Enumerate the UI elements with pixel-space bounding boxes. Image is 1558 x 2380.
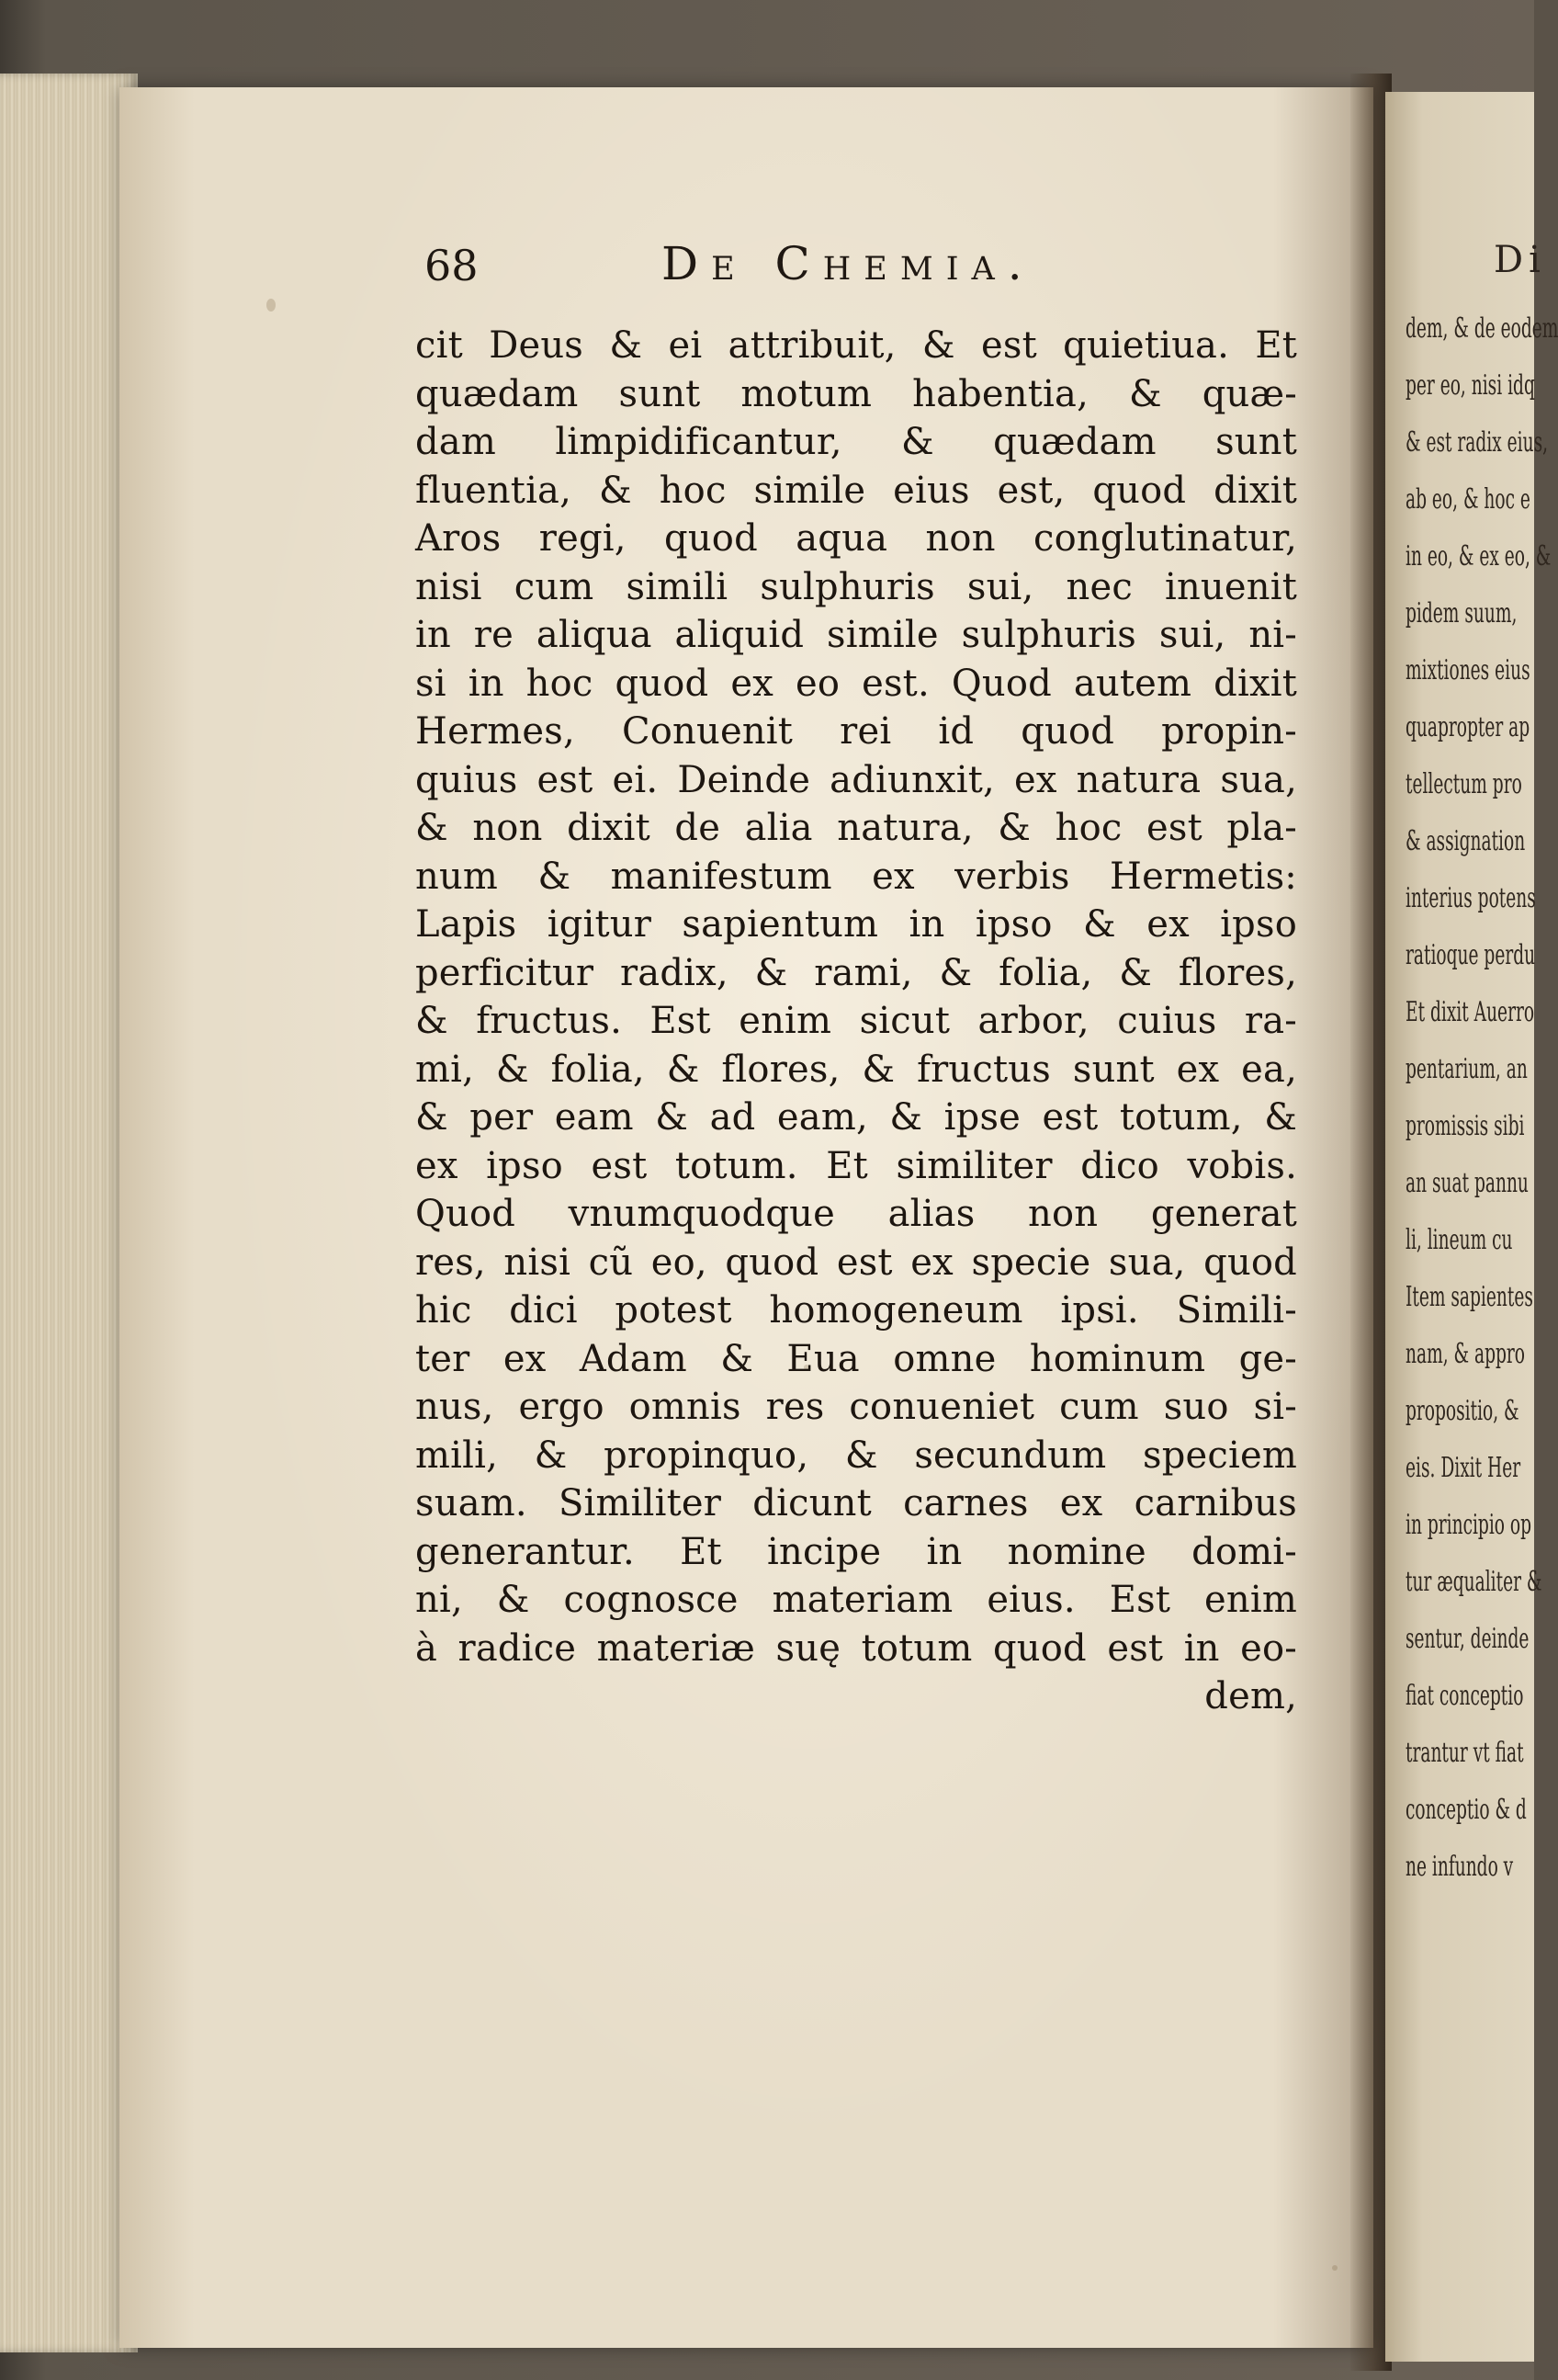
text-line: dam limpidificantur, & quædam sunt (415, 421, 1297, 463)
text-line: ter ex Adam & Eua omne hominum ge- (415, 1337, 1297, 1380)
facing-text-line: eis. Dixit Her (1406, 1452, 1521, 1484)
foxing-spot (1332, 2265, 1338, 2271)
text-line: quius est ei. Deinde adiunxit, ex natura sua, (415, 758, 1297, 801)
facing-text-line: ab eo, & hoc e (1406, 483, 1530, 516)
facing-text-line: propositio, & (1406, 1395, 1519, 1427)
foxing-spot (266, 299, 276, 312)
facing-text-line: ratioque perdu (1406, 939, 1536, 971)
text-line: Quod vnumquodque alias non generat (415, 1193, 1297, 1235)
facing-text-line: tellectum pro (1406, 768, 1522, 800)
facing-text-line: promissis sibi (1406, 1110, 1525, 1142)
text-line: res, nisi cũ eo, quod est ex specie sua, quod (415, 1241, 1297, 1284)
facing-text-line: fiat conceptio (1406, 1680, 1524, 1712)
text-line: perficitur radix, & rami, & folia, & flores, (415, 951, 1297, 994)
text-line: Lapis igitur sapientum in ipso & ex ipso (415, 903, 1297, 946)
facing-text-line: & est radix eius, (1406, 426, 1549, 459)
text-line: in re aliqua aliquid simile sulphuris sui, ni- (415, 614, 1297, 656)
text-line: fluentia, & hoc simile eius est, quod dixit (415, 469, 1297, 512)
body-text (415, 322, 1297, 1721)
facing-text-line: ne infundo v (1406, 1851, 1514, 1883)
text-line: Hermes, Conuenit rei id quod propin- (415, 710, 1297, 753)
text-line: & non dixit de alia natura, & hoc est pla- (415, 807, 1297, 849)
text-line: generantur. Et incipe in nomine domi- (415, 1530, 1297, 1573)
text-line: suam. Similiter dicunt carnes ex carnibus (415, 1482, 1297, 1524)
text-line: hic dici potest homogeneum ipsi. Simili- (415, 1289, 1297, 1332)
catchword: dem, (1204, 1675, 1297, 1717)
facing-text-line: per eo, nisi idq (1406, 369, 1535, 402)
facing-text-line: an suat pannu (1406, 1167, 1529, 1199)
facing-text-line: in eo, & ex eo, & (1406, 540, 1552, 572)
text-line: nus, ergo omnis res conueniet cum suo si- (415, 1386, 1297, 1428)
text-line: & per eam & ad eam, & ipse est totum, & (415, 1096, 1297, 1139)
text-line: mi, & folia, & flores, & fructus sunt ex ea, (415, 1048, 1297, 1091)
facing-text-line: li, lineum cu (1406, 1224, 1513, 1256)
text-line: à radice materiæ suę totum quod est in eo- (415, 1626, 1297, 1670)
facing-text-line: pidem suum, (1406, 597, 1518, 629)
facing-text-line: interius potens (1406, 882, 1536, 914)
facing-text-line: sentur, deinde (1406, 1623, 1530, 1655)
running-title: De Chemia. (661, 237, 1035, 290)
text-line: si in hoc quod ex eo est. Quod autem dixit (415, 662, 1297, 705)
text-line: & fructus. Est enim sicut arbor, cuius ra- (415, 1000, 1297, 1042)
facing-text-line: Item sapientes (1406, 1281, 1533, 1313)
facing-text-line: conceptio & d (1406, 1794, 1527, 1826)
facing-text-line: dem, & de eodem (1406, 312, 1558, 345)
text-line: ni, & cognosce materiam eius. Est enim (415, 1579, 1297, 1621)
facing-text-line: in principio op (1406, 1509, 1532, 1541)
facing-text-line: quapropter ap (1406, 711, 1530, 743)
facing-text-line: & assignation (1406, 825, 1526, 857)
page-edges (0, 74, 138, 2352)
facing-page (1385, 92, 1558, 2362)
facing-text-line: pentarium, an (1406, 1053, 1528, 1085)
text-line: quædam sunt motum habentia, & quæ- (415, 372, 1297, 415)
text-line: Aros regi, quod aqua non conglutinatur, (415, 517, 1297, 560)
facing-page-header: Di (1494, 239, 1546, 281)
facing-text-line: trantur vt fiat (1406, 1737, 1524, 1769)
text-line: ex ipso est totum. Et similiter dico vobis. (415, 1144, 1297, 1187)
text-line: nisi cum simili sulphuris sui, nec inuenit (415, 565, 1297, 608)
page-number: 68 (424, 241, 479, 290)
facing-text-line: Et dixit Auerro (1406, 996, 1535, 1028)
facing-text-line: nam, & appro (1406, 1338, 1525, 1370)
facing-text-line: mixtiones eius (1406, 654, 1530, 686)
text-line: num & manifestum ex verbis Hermetis: (415, 855, 1297, 898)
text-line: mili, & propinquo, & secundum speciem (415, 1434, 1297, 1477)
facing-text-line: tur æqualiter & (1406, 1566, 1542, 1598)
text-line: cit Deus & ei attribuit, & est quietiua. Et (415, 324, 1297, 367)
